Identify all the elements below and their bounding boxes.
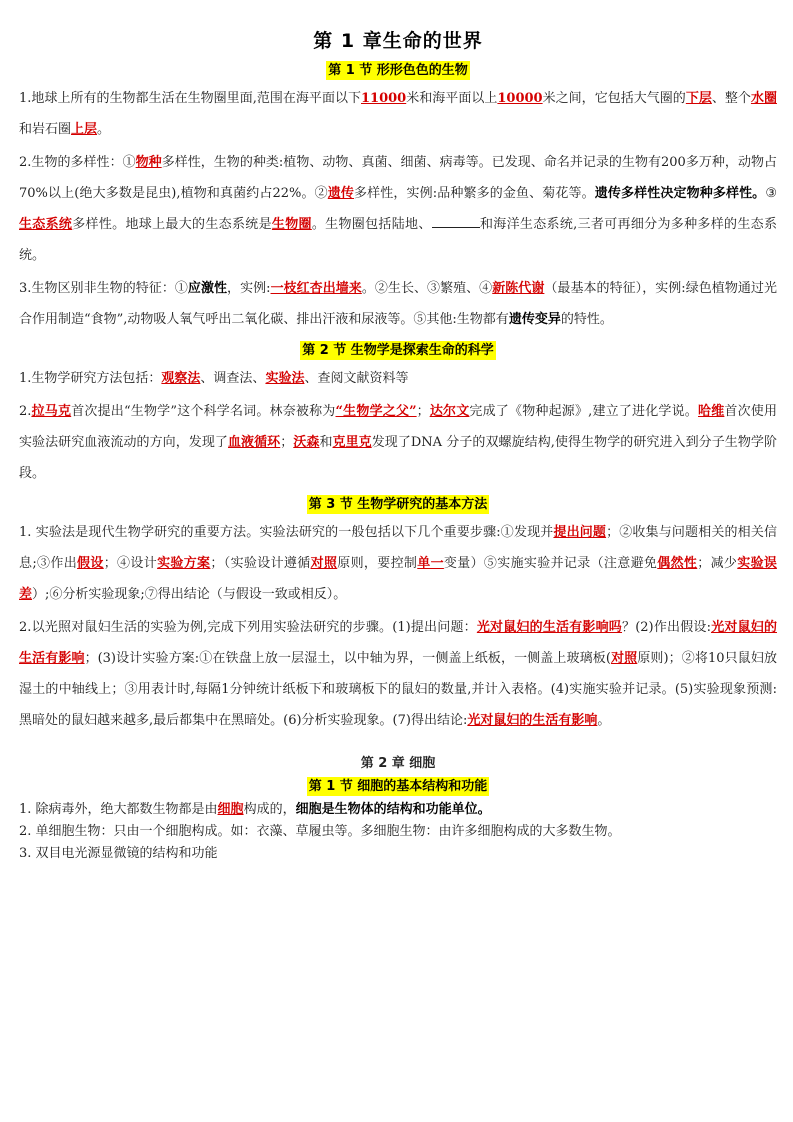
answer-lamarck: 拉马克 <box>31 404 72 419</box>
answer-metabolism: 新陈代谢 <box>492 281 545 296</box>
section-2-heading <box>19 339 777 358</box>
text-run: 第 2 节 生物学是探索生命的科学 <box>302 343 494 358</box>
paragraph-biosphere <box>19 83 777 145</box>
text-run: 和岩石圈 <box>19 122 72 137</box>
paragraph-experiment-steps <box>19 517 777 610</box>
text-run: ；②收集与问题相关的相关信息;③作出 <box>19 525 777 571</box>
text-run: ；减少 <box>697 556 738 571</box>
text-run: 2.生物的多样性：① <box>19 155 136 170</box>
paragraph-biodiversity <box>19 147 777 271</box>
text-run: 。 <box>97 122 111 137</box>
text-run: ③ <box>765 186 777 201</box>
text-run: 和 <box>319 435 333 450</box>
text-run: 原则)；②将10只鼠妇放湿土的中轴线上；③用表计时,每隔1分钟统计纸板下和玻璃板下的鼠妇的数量,并计入表格。(4)实施实验并记录。(5)实验现象预测:黑暗处的鼠妇越来越多,最后都集中在黑暗处。(6)分析实验现象。(7)得出结论: <box>19 651 777 728</box>
text-run: 。生物圈包括陆地、 <box>311 217 432 232</box>
text-run: 米和海平面以上 <box>406 91 498 106</box>
paragraph-microscope: 3. 双目电光源显微镜的结构和功能 <box>19 846 218 861</box>
answer-11000: 11000 <box>361 91 407 106</box>
text-run: 原则，要控制 <box>337 556 418 571</box>
answer-harvey: 哈维 <box>698 404 725 419</box>
text-run: ？(2)作出假设: <box>622 620 711 635</box>
text-run: 1.地球上所有的生物都生活在生物圈里面,范围在海平面以下 <box>19 91 361 106</box>
paragraph-woodlouse-experiment <box>19 612 777 736</box>
text-run: 、整个 <box>711 91 751 106</box>
fill-in-blank <box>432 215 480 228</box>
paragraph-organisms: 2. 单细胞生物：只由一个细胞构成。如：衣藻、草履虫等。多细胞生物：由许多细胞构成的大多数生物。 <box>19 824 621 839</box>
answer-single: 单一 <box>417 556 444 571</box>
answer-crick: 克里克 <box>332 435 372 450</box>
document-page <box>19 26 777 865</box>
text-run: 第 1 节 形形色色的生物 <box>328 63 468 78</box>
text-run: 构成的， <box>243 802 296 817</box>
answer-watson: 沃森 <box>293 435 320 450</box>
text-run: 2.以光照对鼠妇生活的实验为例,完成下列用实验法研究的步骤。(1)提出问题： <box>19 620 477 635</box>
answer-father-of-biology: “生物学之父” <box>335 404 417 419</box>
paragraph-scientists <box>19 396 777 489</box>
text-run: 、调查法、 <box>200 371 266 386</box>
text-run: 3.生物区别非生物的特征：① <box>19 281 188 296</box>
answer-10000: 10000 <box>497 91 543 106</box>
answer-control: 对照 <box>310 556 338 571</box>
answer-control-principle: 对照 <box>610 651 638 666</box>
text-run: 和海洋生态系统,三者可再细分为多种多样的生态系统。 <box>19 217 777 263</box>
text-run: 1.生物学研究方法包括： <box>19 371 162 386</box>
text-run: 多样性，生物的种类:植物、动物、真菌、细菌、病毒等。已发现、命名并记录的生物有200多万种，动物占70%以上(绝大多数是昆虫),植物和真菌约占22%。② <box>19 155 777 201</box>
text-run: 多样性。地球上最大的生态系统是 <box>72 217 272 232</box>
paragraph-cell-unit <box>19 799 777 821</box>
text-run: 第 3 节 生物学研究的基本方法 <box>308 497 488 512</box>
text-run: 2. <box>19 404 32 419</box>
answer-experimental-error: 实验误差 <box>19 556 777 602</box>
key-irritability: 应激性 <box>187 281 228 296</box>
text-run: ，实例: <box>227 281 271 296</box>
text-run: 1. 除病毒外，绝大都数生物都是由 <box>19 802 218 817</box>
text-run: ； <box>280 435 294 450</box>
answer-observation: 观察法 <box>161 371 201 386</box>
text-run: ；(3)设计实验方案:①在铁盘上放一层湿土，以中轴为界，一侧盖上纸板，一侧盖上玻璃板( <box>84 651 611 666</box>
paragraph-life-features <box>19 273 777 335</box>
text-run: 、查阅文献资料等 <box>304 371 409 386</box>
text-run: 首次使用实验法研究血液流动的方向，发现了 <box>19 404 777 450</box>
answer-species: 物种 <box>135 155 162 170</box>
paragraph-methods <box>19 363 777 394</box>
answer-chance: 偶然性 <box>657 556 698 571</box>
answer-example-apricot: 一枝红杏出墙来 <box>270 281 362 296</box>
key-point-genetic-diversity: 遗传多样性决定物种多样性。 <box>594 186 766 201</box>
text-run: 变量）⑤实施实验并记录（注意避免 <box>443 556 658 571</box>
chapter-2-title: 第 2 章 细胞 <box>360 756 436 771</box>
answer-biosphere: 生物圈 <box>271 217 312 232</box>
answer-hypothesis: 假设 <box>77 556 104 571</box>
answer-hydrosphere: 水圈 <box>750 91 777 106</box>
answer-experiment: 实验法 <box>265 371 305 386</box>
answer-genetic: 遗传 <box>327 186 355 201</box>
answer-question-light: 光对鼠妇的生活有影响吗 <box>476 620 623 635</box>
key-heredity-variation: 遗传变异 <box>508 312 561 327</box>
text-run: 米之间，它包括大气圈的 <box>542 91 686 106</box>
chapter-1-title: 第 1 章生命的世界 <box>313 30 483 52</box>
section-1-heading <box>19 59 777 78</box>
answer-upper-layer: 上层 <box>71 122 98 137</box>
answer-darwin: 达尔文 <box>429 404 470 419</box>
answer-blood-circulation: 血液循环 <box>228 435 281 450</box>
answer-experiment-plan: 实验方案 <box>157 556 211 571</box>
text-run: 发现了DNA 分子的双螺旋结构,使得生物学的研究进入到分子生物学阶段。 <box>19 435 777 481</box>
answer-ecosystem: 生态系统 <box>19 217 73 232</box>
text-run: 1. 实验法是现代生物学研究的重要方法。实验法研究的一般包括以下几个重要步骤:①发现并 <box>19 525 554 540</box>
chapter-2-section-1-heading <box>19 775 777 794</box>
text-run: 。②生长、③繁殖、④ <box>361 281 493 296</box>
text-run: ；④设计 <box>103 556 158 571</box>
text-run: ； <box>416 404 430 419</box>
text-run: ；（实验设计遵循 <box>210 556 311 571</box>
text-run: 第 1 节 细胞的基本结构和功能 <box>308 779 488 794</box>
section-3-heading <box>19 493 777 512</box>
answer-cell: 细胞 <box>217 802 244 817</box>
text-run: （最基本的特征），实例:绿色植物通过光合作用制造“食物”,动物吸人氧气呼出二氧化碳、排出汗液和尿液等。⑤其他:生物都有 <box>19 281 777 327</box>
answer-hypothesis-light: 光对鼠妇的生活有影响 <box>19 620 777 666</box>
key-cell-unit: 细胞是生物体的结构和功能单位。 <box>295 802 491 817</box>
text-run: 完成了《物种起源》,建立了进化学说。 <box>469 404 699 419</box>
text-run: 首次提出“生物学”这个科学名词。林奈被称为 <box>71 404 336 419</box>
text-run: 多样性，实例:品种繁多的金鱼、菊花等。 <box>354 186 595 201</box>
answer-lower-layer: 下层 <box>685 91 712 106</box>
answer-raise-question: 提出问题 <box>553 525 607 540</box>
text-run: 。 <box>597 713 611 728</box>
answer-conclusion-light: 光对鼠妇的生活有影响 <box>467 713 598 728</box>
text-run: ）;⑥分析实验现象;⑦得出结论（与假设一致或相反）。 <box>32 587 347 602</box>
text-run: 的特性。 <box>560 312 613 327</box>
